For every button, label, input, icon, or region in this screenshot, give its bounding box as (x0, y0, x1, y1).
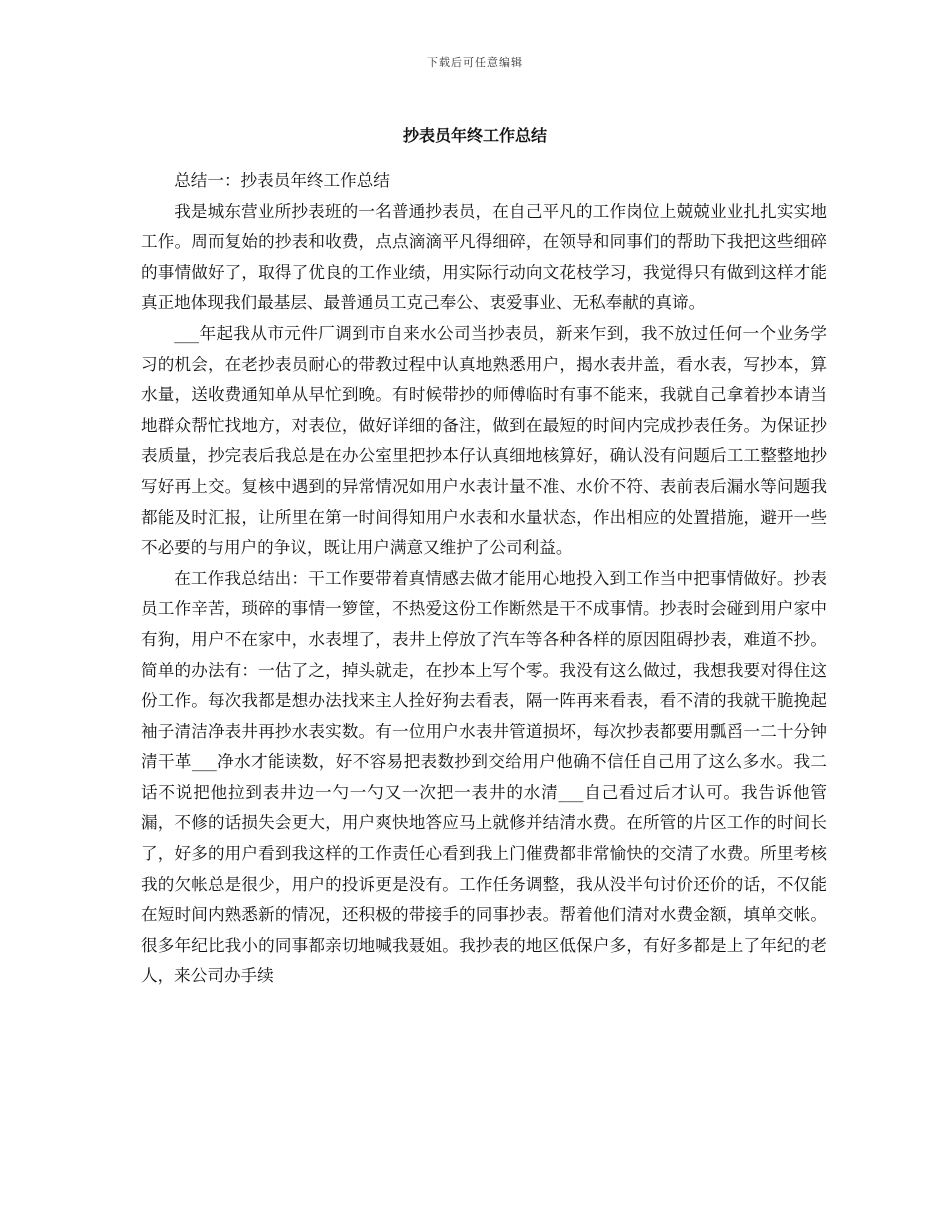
page-header-note: 下载后可任意编辑 (427, 56, 523, 69)
document-title: 抄表员年终工作总结 (402, 126, 547, 145)
paragraph-1: 我是城东营业所抄表班的一名普通抄表员，在自己平凡的工作岗位上兢兢业业扎扎实实地工作。周而复始的抄表和收费，点点滴滴平凡得细碎，在领导和同事们的帮助下我把这些细碎的事情做好了，取得了优良的工作业绩，用实际行动向文花枝学习，我觉得只有做到这样才能真正地体现我们最基层、最普通员工克己奉公、衷爱事业、无私奉献的真谛。 (141, 201, 827, 313)
section-heading: 总结一：抄表员年终工作总结 (174, 171, 390, 190)
paragraph-2: ___年起我从市元件厂调到市自来水公司当抄表员，新来乍到，我不放过任何一个业务学习的机会，在老抄表员耐心的带教过程中认真地熟悉用户，揭水表井盖，看水表，写抄本，算水量，送收费通知单从早忙到晚。有时候带抄的师傅临时有事不能来，我就自己拿着抄本请当地群众帮忙找地方，对表位，做好详细的备注，做到在最短的时间内完成抄表任务。为保证抄表质量，抄完表后我总是在办公室里把抄本仔认真细地核算好，确认没有问题后工工整整地抄写好再上交。复核中遇到的异常情况如用户水表计量不准、水价不符、表前表后漏水等问题我都能及时汇报，让所里在第一时间得知用户水表和水量状态，作出相应的处置措施，避开一些不必要的与用户的争议，既让用户满意又维护了公司利益。 (141, 323, 827, 558)
paragraph-3: 在工作我总结出：干工作要带着真情感去做才能用心地投入到工作当中把事情做好。抄表员工作辛苦，琐碎的事情一箩筐，不热爱这份工作断然是干不成事情。抄表时会碰到用户家中有狗，用户不在家中，水表埋了，表井上停放了汽车等各种各样的原因阻碍抄表，难道不抄。简单的办法有：一估了之，掉头就走，在抄本上写个零。我没有这么做过，我想我要对得住这份工作。每次我都是想办法找来主人拴好狗去看表，隔一阵再来看表，看不清的我就干脆挽起袖子清洁净表井再抄水表实数。有一位用户水表井管道损坏，每次抄表都要用瓢舀一二十分钟清干革___净水才能读数，好不容易把表数抄到交给用户他确不信任自己用了这么多水。我二话不说把他拉到表井边一勺一勺又一次把一表井的水清___自己看过后才认可。我告诉他管漏，不修的话损失会更大，用户爽快地答应马上就修并结清水费。在所管的片区工作的时间长了，好多的用户看到我这样的工作责任心看到我上门催费都非常愉快的交清了水费。所里考核我的欠帐总是很少，用户的投诉更是没有。工作任务调整，我从没半句讨价还价的话，不仅能在短时间内熟悉新的情况，还积极的带接手的同事抄表。帮着他们清对水费金额，填单交帐。很多年纪比我小的同事都亲切地喊我聂姐。我抄表的地区低保户多，有好多都是上了年纪的老人，来公司办手续 (141, 568, 827, 986)
document-body (141, 166, 827, 992)
